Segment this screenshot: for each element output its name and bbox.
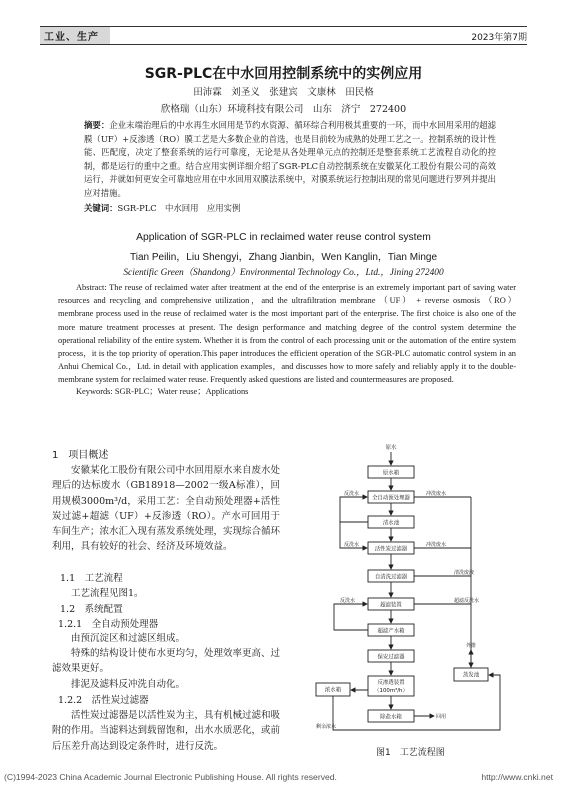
keywords-en-text: SGR-PLC；Water reuse；Applications: [114, 387, 249, 396]
keywords-cn-text: SGR-PLC 中水回用 应用实例: [117, 203, 241, 213]
label-uf-backwash: 超滤反洗水: [454, 598, 480, 604]
abstract-en: [58, 281, 516, 387]
affiliation: 欣格瑞（山东）环境科技有限公司 山东 济宁 272400: [160, 104, 407, 115]
paper-title: SGR-PLC在中水回用控制系统中的实例应用: [144, 66, 423, 82]
heading-1-2: 1.2 系统配置: [60, 604, 123, 615]
section-tag: 工业、生产: [44, 32, 99, 43]
heading-1-2-1: 1.2.1 全自动预处理器: [58, 619, 159, 630]
abstract-cn-label: 摘要：: [84, 120, 110, 130]
footer-url[interactable]: http://www.cnki.net: [481, 772, 553, 782]
issue-label: 2023年第7期: [471, 33, 527, 43]
label-backwash-2: 反洗水: [344, 542, 360, 548]
label-outlet: 外排: [466, 643, 477, 649]
paragraph-overview: 安徽某化工股份有限公司中水回用原水来自废水处理后的达标废水（GB18918—2002一级A标准），回用规模3000m³/d，采用工艺：全自动预处理器+活性炭过滤+超滤（UF）+反渗透（RO）。产水可回用于车间生产；浓水汇入现有蒸发系统处理，实现综合循环利用，具有较好的社会、经济及环境效益。: [52, 465, 281, 553]
label-backwash-1: 反洗水: [344, 491, 360, 497]
footer-copyright: (C)1994-2023 China Academic Journal Electronic Publishing House. All rights reserved.: [4, 772, 337, 782]
keywords-cn: [84, 202, 496, 216]
label-cleaning-waste: 清洗废液: [454, 570, 475, 576]
text-raw-tank: 原水箱: [382, 470, 400, 477]
abstract-en-label: Abstract:: [76, 283, 107, 292]
text-uf: 超滤装置: [380, 602, 402, 609]
keywords-en-label: Keywords:: [76, 387, 113, 396]
abstract-cn-text: 企业末端治理后的中水再生水回用是节约水资源、循环综合利用极其重要的一环，而中水回用采用的超滤膜（UF）+反渗透（RO）膜工艺是大多数企业的首选，也是目前较为成熟的处理工艺之一。控制系统的设计性能、匹配度，决定了整套系统的运行可靠度，无论是从各处理单元点的控制还是整套系统工艺流程自动化的控制，都是运行的重中之重。结合应用实例详细介绍了SGR-PLC自动控制系统在安徽某化工股份有限公司的高效运行，并就如何更安全可靠地应用在中水回用双膜法系统中，对膜系统运行控制出现的常见问题进行罗列并提出应对措施。: [84, 120, 497, 198]
english-title: Application of SGR-PLC in reclaimed water reuse control system: [136, 232, 431, 243]
abstract-cn: [84, 119, 496, 201]
label-rest-conc: 剩余浓水: [316, 724, 337, 730]
paragraph-1-1: 工艺流程见图1。: [71, 588, 144, 599]
text-security-filter: 保安过滤器: [377, 654, 405, 661]
keywords-en: [58, 385, 516, 398]
heading-1-1: 1.1 工艺流程: [60, 573, 123, 584]
label-flush-1: 冲洗废水: [426, 491, 447, 497]
header-rule-bottom: [40, 44, 527, 45]
header-rule-top: [40, 26, 527, 27]
paragraph-1-2-2: 活性炭过滤器是以活性炭为主，具有机械过滤和吸附的作用。当滤料达到载留饱和，出水水质恶化，或前后压差升高达到设定条件时，进行反洗。: [52, 710, 281, 752]
english-affiliation: Scientific Green（Shandong）Environmental Technology Co.，Ltd.，Jining 272400: [123, 268, 444, 278]
english-authors: Tian Peilin，Liu Shengyi，Zhang Jianbin，Wen Kanglin，Tian Minge: [129, 252, 438, 263]
heading-1-2-2: 1.2.2 活性炭过滤器: [58, 695, 149, 706]
paragraph-1-2-1b: 特殊的结构设计使布水更均匀，处理效率更高、过滤效果更好。: [52, 648, 281, 675]
text-conc-tank: 浓水箱: [324, 687, 342, 694]
section-heading-1: 1 项目概述: [52, 450, 109, 461]
authors: 田沛霖 刘圣义 张建宾 文康林 田民格: [193, 87, 374, 98]
text-clear-tank: 清水池: [382, 520, 400, 527]
text-ro-capacity: （100m³/h）: [374, 688, 408, 694]
label-reuse: 回用: [436, 714, 447, 720]
figure-caption: 图1 工艺流程图: [376, 748, 445, 758]
keywords-cn-label: 关键词：: [84, 203, 118, 213]
text-self-clean-filter: 自清洗过滤器: [374, 574, 408, 581]
text-pretreat: 全自动预处理器: [372, 495, 410, 502]
process-flow-diagram: [304, 444, 514, 744]
text-uf-tank: 超滤产水箱: [377, 628, 405, 635]
abstract-en-text: The reuse of reclaimed water after treatment at the end of the enterprise is an extremely important part of saving water resources and recycling and comprehensive utilization，and the ultrafiltration membrane （UF） + reverse osmosis （RO） membrane process used in the reuse of reclaimed water is the most important part of the enterprise. The first choice is also one of the more mature treatment processes at present. The design performance and matching degree of the control system determine the operational reliability of the entire system. Whether it is from the control of each processing unit or the automation of the entire system process，it is the top priority of operation.This paper introduces the efficient operation of the SGR-PLC automatic control system in an Anhui Chemical Co.，Ltd. in detail with application examples，and discusses how to more safely and reliably apply it to the double-membrane system for reclaimed water reuse. Frequently asked questions are listed and countermeasures are proposed.: [58, 283, 516, 385]
label-flush-2: 冲洗废水: [426, 542, 447, 548]
label-raw-water: 原水: [385, 445, 397, 451]
text-carbon-filter: 活性炭过滤器: [374, 546, 408, 553]
label-backwash-3: 反洗水: [340, 598, 356, 604]
text-evap-pool: 蒸发池: [462, 672, 480, 679]
paragraph-1-2-1a: 由预沉淀区和过滤区组成。: [71, 633, 186, 644]
text-desalt-tank: 除盐水箱: [380, 714, 402, 721]
text-ro: 反渗透装置: [377, 680, 405, 686]
paragraph-1-2-1c: 排泥及滤料反冲洗自动化。: [71, 679, 186, 690]
